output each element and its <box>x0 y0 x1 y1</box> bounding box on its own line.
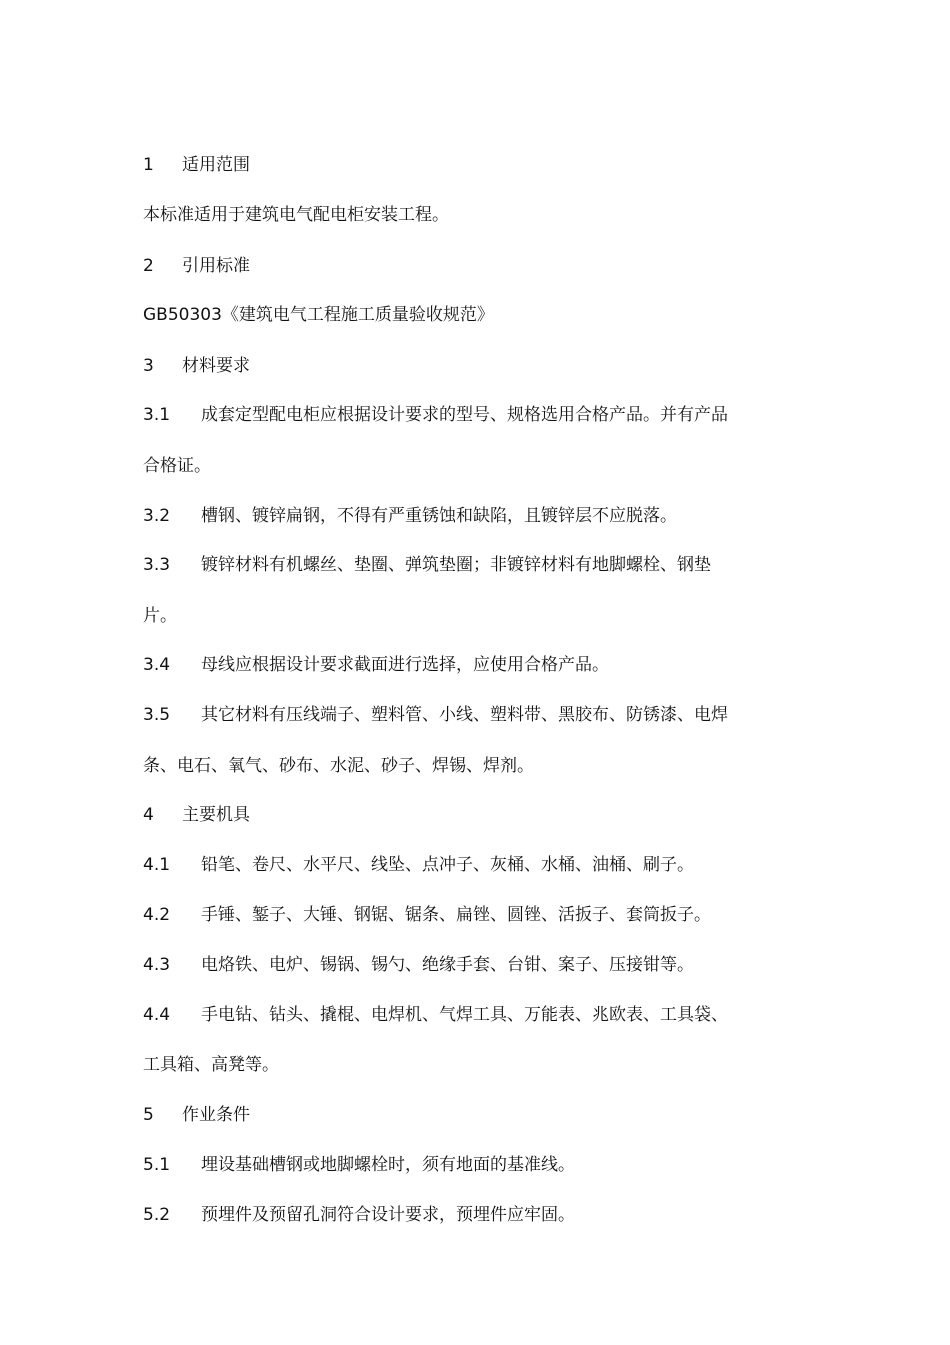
section-heading-1 <box>143 152 823 178</box>
paragraph-text: 本标准适用于建筑电气配电柜安装工程。 <box>143 205 449 225</box>
section-title: 作业条件 <box>182 1105 250 1125</box>
section-number: 2 <box>143 256 154 276</box>
clause-3-1 <box>143 402 823 428</box>
clause-text: 预埋件及预留孔洞符合设计要求，预埋件应牢固。 <box>201 1205 575 1225</box>
clause-text: 合格证。 <box>143 456 211 476</box>
clause-number: 4.4 <box>143 1005 171 1025</box>
clause-3-2 <box>143 503 823 529</box>
clause-number: 3.1 <box>143 405 171 425</box>
paragraph <box>143 202 823 228</box>
clause-text: 电烙铁、电炉、锡锅、锡勺、绝缘手套、台钳、案子、压接钳等。 <box>201 955 694 975</box>
clause-number: 3.2 <box>143 506 171 526</box>
section-heading-5 <box>143 1102 823 1128</box>
clause-text: 镀锌材料有机螺丝、垫圈、弹筑垫圈；非镀锌材料有地脚螺栓、钢垫 <box>201 555 711 575</box>
clause-number: 4.2 <box>143 905 171 925</box>
section-title: 材料要求 <box>182 356 250 376</box>
paragraph <box>143 302 823 328</box>
section-heading-3 <box>143 353 823 379</box>
clause-3-5 <box>143 702 823 728</box>
clause-text: 母线应根据设计要求截面进行选择，应使用合格产品。 <box>201 655 609 675</box>
clause-number: 4.1 <box>143 855 171 875</box>
clause-text: 埋设基础槽钢或地脚螺栓时，须有地面的基准线。 <box>201 1155 575 1175</box>
section-heading-2 <box>143 253 823 279</box>
clause-continuation <box>143 753 823 779</box>
clause-text: 槽钢、镀锌扁钢，不得有严重锈蚀和缺陷，且镀锌层不应脱落。 <box>201 506 677 526</box>
clause-number: 4.3 <box>143 955 171 975</box>
clause-continuation <box>143 1052 823 1078</box>
clause-5-1 <box>143 1152 823 1178</box>
clause-text: 手锤、錾子、大锤、钢锯、锯条、扁锉、圆锉、活扳子、套筒扳子。 <box>201 905 711 925</box>
section-number: 5 <box>143 1105 154 1125</box>
section-number: 3 <box>143 356 154 376</box>
section-heading-4 <box>143 802 823 828</box>
section-title: 适用范围 <box>182 155 250 175</box>
section-title: 主要机具 <box>182 805 250 825</box>
section-number: 1 <box>143 155 154 175</box>
clause-4-3 <box>143 952 823 978</box>
clause-number: 3.4 <box>143 655 171 675</box>
clause-number: 5.2 <box>143 1205 171 1225</box>
clause-5-2 <box>143 1202 823 1228</box>
clause-number: 3.3 <box>143 555 171 575</box>
clause-text: 手电钻、钻头、撬棍、电焊机、气焊工具、万能表、兆欧表、工具袋、 <box>201 1005 728 1025</box>
section-title: 引用标准 <box>182 256 250 276</box>
clause-3-4 <box>143 652 823 678</box>
clause-4-1 <box>143 852 823 878</box>
clause-continuation <box>143 603 823 629</box>
clause-continuation <box>143 453 823 479</box>
clause-3-3 <box>143 552 823 578</box>
clause-number: 3.5 <box>143 705 171 725</box>
section-number: 4 <box>143 805 154 825</box>
paragraph-text: GB50303《建筑电气工程施工质量验收规范》 <box>143 305 494 325</box>
clause-text: 其它材料有压线端子、塑料管、小线、塑料带、黑胶布、防锈漆、电焊 <box>201 705 728 725</box>
clause-text: 成套定型配电柜应根据设计要求的型号、规格选用合格产品。并有产品 <box>201 405 728 425</box>
clause-text: 铅笔、卷尺、水平尺、线坠、点冲子、灰桶、水桶、油桶、刷子。 <box>201 855 694 875</box>
clause-number: 5.1 <box>143 1155 171 1175</box>
clause-text: 工具箱、高凳等。 <box>143 1055 279 1075</box>
clause-text: 条、电石、氧气、砂布、水泥、砂子、焊锡、焊剂。 <box>143 756 534 776</box>
clause-4-4 <box>143 1002 823 1028</box>
clause-text: 片。 <box>143 606 177 626</box>
clause-4-2 <box>143 902 823 928</box>
